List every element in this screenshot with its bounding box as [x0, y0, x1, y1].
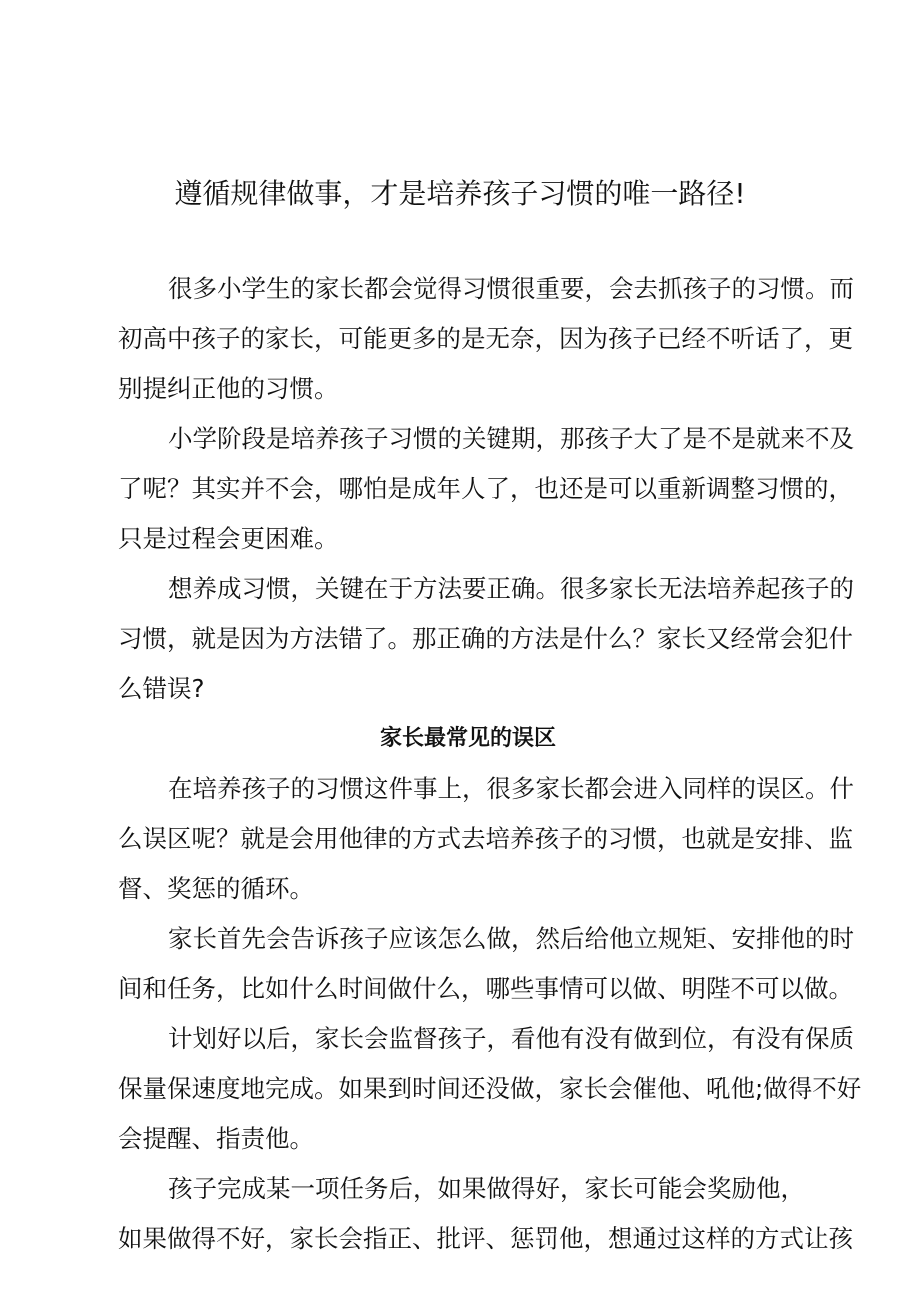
text-line: 习惯，就是因为方法错了。那正确的方法是什么？家长又经常会犯什 [118, 624, 853, 653]
text-line: 别提纠正他的习惯。 [118, 374, 339, 403]
document-title: 遵循规律做事，才是培养孩子习惯的唯一路径! [174, 177, 746, 210]
text-line: 会提醒、指责他。 [118, 1124, 314, 1153]
text-line: 保量保速度地完成。如果到时间还没做，家长会催他、吼他;做得不好 [118, 1074, 862, 1103]
text-line: 在培养孩子的习惯这件事上，很多家长都会进入同样的误区。什 [168, 774, 854, 803]
text-line: 家长首先会告诉孩子应该怎么做，然后给他立规矩、安排他的时 [168, 924, 854, 953]
section-heading: 家长最常见的误区 [379, 726, 556, 751]
text-line: 督、奖惩的循环。 [118, 874, 314, 903]
text-line: 初高中孩子的家长，可能更多的是无奈，因为孩子已经不听话了，更 [118, 324, 853, 353]
document-body [118, 264, 862, 1264]
text-line: 想养成习惯，关键在于方法要正确。很多家长无法培养起孩子的 [168, 574, 854, 603]
text-line: 么误区呢？就是会用他律的方式去培养孩子的习惯，也就是安排、监 [118, 824, 853, 853]
text-line: 很多小学生的家长都会觉得习惯很重要，会去抓孩子的习惯。而 [168, 274, 854, 303]
text-line: 孩子完成某一项任务后，如果做得好，家长可能会奖励他， [168, 1174, 805, 1203]
text-line: 小学阶段是培养孩子习惯的关键期，那孩子大了是不是就来不及 [168, 424, 854, 453]
text-line: 么错误? [118, 674, 205, 703]
text-line: 间和任务，比如什么时间做什么，哪些事情可以做、明陛不可以做。 [118, 974, 853, 1003]
text-line: 如果做得不好，家长会指正、批评、惩罚他，想通过这样的方式让孩 [118, 1224, 853, 1253]
text-line: 只是过程会更困难。 [118, 524, 339, 553]
text-line: 了呢？其实并不会，哪怕是成年人了，也还是可以重新调整习惯的， [118, 474, 853, 503]
text-line: 计划好以后，家长会监督孩子，看他有没有做到位，有没有保质 [168, 1024, 854, 1053]
